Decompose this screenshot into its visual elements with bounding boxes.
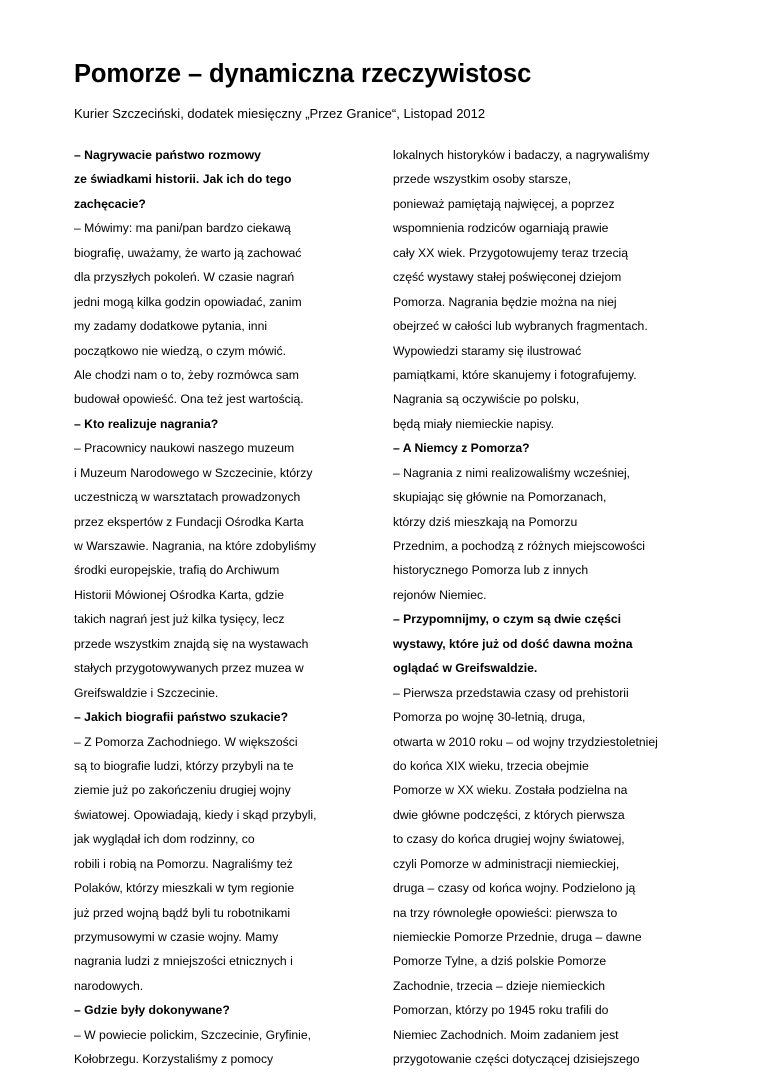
- text-line: Pomorze Tylne, a dziś polskie Pomorze: [393, 954, 607, 969]
- text-line: czyli Pomorze w administracji niemieckiej,: [393, 856, 620, 871]
- question-line: ze świadkami historii. Jak ich do tego: [74, 172, 292, 187]
- question-line: – Gdzie były dokonywane?: [74, 1003, 230, 1018]
- text-line: – Nagrania z nimi realizowaliśmy wcześniej,: [393, 465, 631, 480]
- text-line: Wypowiedzi staramy się ilustrować: [393, 343, 582, 358]
- text-line: robili i robią na Pomorzu. Nagraliśmy też: [74, 856, 293, 871]
- text-line: Ale chodzi nam o to, żeby rozmówca sam: [74, 367, 299, 382]
- text-line: Pomorza po wojnę 30-letnią, druga,: [393, 710, 586, 725]
- text-line: początkowo nie wiedzą, o czym mówić.: [74, 343, 287, 358]
- question-line: – Jakich biografii państwo szukacie?: [74, 710, 289, 725]
- text-line: lokalnych historyków i badaczy, a nagrywaliśmy: [393, 148, 650, 162]
- text-line: środki europejskie, trafią do Archiwum: [74, 563, 280, 578]
- text-line: którzy dziś mieszkają na Pomorzu: [393, 514, 578, 529]
- text-line: światowej. Opowiadają, kiedy i skąd przybyli,: [74, 807, 317, 822]
- text-line: narodowych.: [74, 978, 144, 993]
- text-line: druga – czasy od końca wojny. Podzielono ją: [393, 881, 636, 896]
- text-line: cały XX wiek. Przygotowujemy teraz trzecią: [393, 245, 629, 260]
- text-line: takich nagrań jest już kilka tysięcy, lecz: [74, 612, 285, 627]
- text-line: i Muzeum Narodowego w Szczecinie, którzy: [74, 465, 313, 480]
- text-line: jak wyglądał ich dom rodzinny, co: [74, 832, 255, 847]
- question-line: wystawy, które już od dość dawna można: [393, 636, 633, 651]
- text-line: dwie główne podczęści, z których pierwsza: [393, 807, 625, 822]
- text-line: Nagrania są oczywiście po polsku,: [393, 392, 580, 407]
- text-line: – W powiecie polickim, Szczecinie, Gryfinie,: [74, 1027, 312, 1042]
- text-line: na trzy równoległe opowieści: pierwsza to: [393, 905, 618, 920]
- question-line: – Nagrywacie państwo rozmowy: [74, 148, 261, 162]
- text-line: Polaków, którzy mieszkali w tym regionie: [74, 881, 295, 896]
- text-line: ponieważ pamiętają najwięcej, a poprzez: [393, 196, 615, 211]
- text-line: Pomorze w XX wieku. Została podzielna na: [393, 783, 628, 798]
- text-line: przez ekspertów z Fundacji Ośrodka Karta: [74, 514, 304, 529]
- text-line: – Mówimy: ma pani/pan bardzo ciekawą: [74, 221, 291, 236]
- text-line: rejonów Niemiec.: [393, 587, 487, 602]
- text-line: Przednim, a pochodzą z różnych miejscowości: [393, 539, 645, 553]
- text-line: Niemiec Zachodnich. Moim zadaniem jest: [393, 1027, 619, 1042]
- text-line: – Pierwsza przedstawia czasy od prehistorii: [393, 685, 629, 700]
- text-line: Kołobrzegu. Korzystaliśmy z pomocy: [74, 1052, 274, 1067]
- text-line: – Z Pomorza Zachodniego. W większości: [74, 734, 298, 749]
- text-line: Pomorzan, którzy po 1945 roku trafili do: [393, 1003, 609, 1018]
- text-line: Zachodnie, trzecia – dzieje niemieckich: [393, 978, 606, 993]
- text-line: część wystawy stałej poświęconej dziejom: [393, 270, 622, 285]
- question-line: zachęcacie?: [74, 196, 146, 211]
- document-title: Pomorze – dynamiczna rzeczywistosc: [74, 60, 532, 88]
- text-line: przede wszystkim osoby starsze,: [393, 172, 572, 187]
- text-line: otwarta w 2010 roku – od wojny trzydziestoletniej: [393, 734, 658, 749]
- text-line: przede wszystkim znajdą się na wystawach: [74, 636, 309, 651]
- text-line: ziemie już po zakończeniu drugiej wojny: [74, 783, 291, 798]
- text-line: uczestniczą w warsztatach prowadzonych: [74, 490, 301, 505]
- question-line: – A Niemcy z Pomorza?: [393, 441, 530, 456]
- document-subtitle: Kurier Szczeciński, dodatek miesięczny „Przez Granice“, Listopad 2012: [74, 106, 486, 121]
- text-line: będą miały niemieckie napisy.: [393, 416, 554, 431]
- text-line: w Warszawie. Nagrania, na które zdobyliśmy: [74, 539, 317, 553]
- text-line: przymusowymi w czasie wojny. Mamy: [74, 930, 279, 944]
- text-line: nagrania ludzi z mniejszości etnicznych i: [74, 954, 293, 969]
- question-line: – Przypomnijmy, o czym są dwie części: [393, 612, 622, 627]
- text-line: dla przyszłych pokoleń. W czasie nagrań: [74, 270, 295, 285]
- text-line: są to biografie ludzi, którzy przybyli na te: [74, 758, 294, 773]
- text-line: my zadamy dodatkowe pytania, inni: [74, 319, 268, 334]
- text-line: Historii Mówionej Ośrodka Karta, gdzie: [74, 587, 284, 602]
- text-line: historycznego Pomorza lub z innych: [393, 563, 589, 578]
- text-line: – Pracownicy naukowi naszego muzeum: [74, 441, 295, 456]
- text-line: skupiając się głównie na Pomorzanach,: [393, 490, 607, 505]
- text-line: Greifswaldzie i Szczecinie.: [74, 685, 219, 700]
- text-line: wspomnienia rodziców ogarniają prawie: [393, 221, 609, 236]
- question-line: – Kto realizuje nagrania?: [74, 416, 219, 431]
- text-line: biografię, uważamy, że warto ją zachować: [74, 245, 302, 260]
- text-line: obejrzeć w całości lub wybranych fragmentach.: [393, 319, 648, 334]
- text-line: stałych przygotowywanych przez muzea w: [74, 661, 304, 676]
- text-line: przygotowanie części dotyczącej dzisiejszego: [393, 1052, 640, 1067]
- text-line: już przed wojną bądź byli tu robotnikami: [74, 905, 291, 920]
- text-line: jedni mogą kilka godzin opowiadać, zanim: [74, 294, 302, 309]
- text-column-left: [74, 143, 384, 1072]
- text-line: pamiątkami, które skanujemy i fotografujemy.: [393, 367, 637, 382]
- text-line: budował opowieść. Ona też jest wartością.: [74, 392, 304, 407]
- text-line: niemieckie Pomorze Przednie, druga – dawne: [393, 930, 642, 944]
- text-line: do końca XIX wieku, trzecia obejmie: [393, 758, 589, 773]
- text-line: to czasy do końca drugiej wojny światowej,: [393, 832, 625, 847]
- text-line: Pomorza. Nagrania będzie można na niej: [393, 294, 617, 309]
- question-line: oglądać w Greifswaldzie.: [393, 661, 538, 676]
- text-column-right: [393, 143, 713, 1072]
